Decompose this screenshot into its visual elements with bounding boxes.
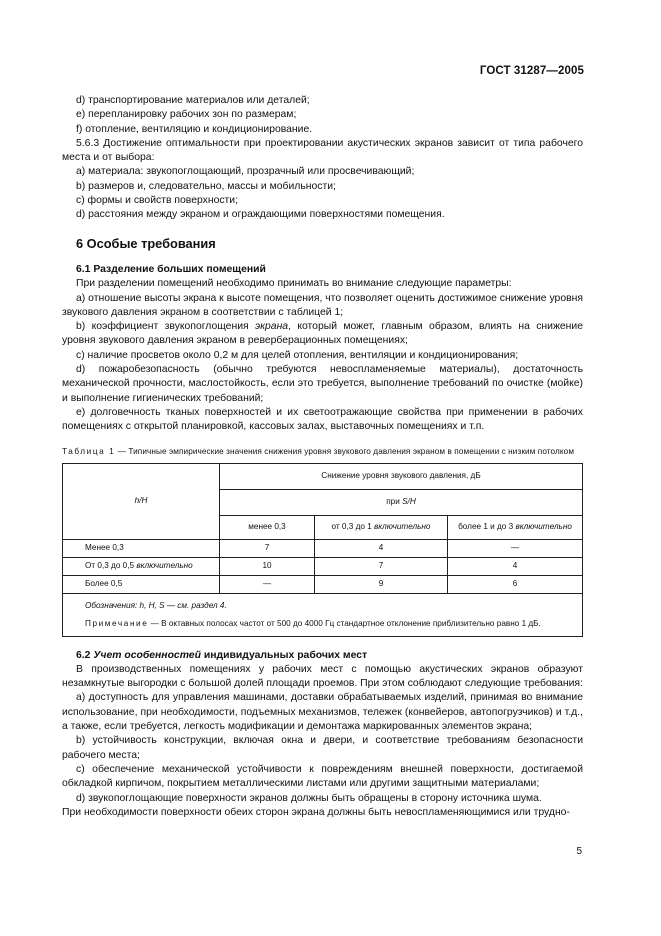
table-notes [63, 593, 583, 636]
emphasis: экрана [255, 321, 289, 333]
table-header-cell: Снижение уровня звукового давления, дБ [220, 463, 583, 489]
table-cell: 7 [220, 539, 315, 557]
document-body [62, 94, 583, 820]
text-fragment: b) коэффициент звукопоглощения [76, 321, 255, 333]
section-6-1-heading: 6.1 Разделение больших помещений [76, 263, 266, 275]
table-cell: 4 [315, 539, 448, 557]
list-item: a) отношение высоты экрана к высоте помещения, что позволяет оценить достижимое снижение уровня звукового давления экраном в соответствии с таблицей 1; [62, 292, 583, 318]
clause-5-6-3: 5.6.3 Достижение оптимальности при проектировании акустических экранов зависит от типа рабочего места и от выбора: [62, 137, 583, 164]
list-item: c) формы и свойств поверхности; [76, 195, 238, 207]
table-cell: 10 [220, 557, 315, 575]
table-cell: От 0,3 до 0,5 включительно [63, 557, 220, 575]
list-item: a) доступность для управления машинами, доставки обрабатываемых изделий, принимая во внимание использование, при необходимости, подъемных механизмов, тележек (конвейеров, автопогрузчиков) и т.д., а также, если требуется, легкость модификации и демонтажа маркированных элементов экрана; [62, 692, 583, 733]
paragraph: При необходимости поверхности обеих сторон экрана должны быть невоспламеняющимися или трудно- [62, 806, 570, 818]
table-caption-label: Таблица 1 [62, 446, 116, 456]
list-item: c) наличие просветов около 0,2 м для целей отопления, вентиляции и кондиционирования; [76, 349, 519, 361]
reduction-table [62, 463, 583, 637]
table-cell: 6 [448, 575, 583, 593]
table-cell: 7 [315, 557, 448, 575]
list-item: f) отопление, вентиляцию и кондиционирование. [76, 123, 313, 135]
text-fragment: , который может, главным образом, влиять на снижение уровня звукового давления экраном в реверберационных помещениях; [62, 321, 583, 347]
table-header-cell: более 1 и до 3 включительно [448, 515, 583, 539]
table-cell: — [448, 539, 583, 557]
table-header-cell: менее 0,3 [220, 515, 315, 539]
table-cell: 9 [315, 575, 448, 593]
paragraph: В производственных помещениях у рабочих мест с помощью акустических экранов образуют незамкнутые выгородки с большой долей площади проемов. При этом соблюдают следующие требования: [62, 663, 583, 690]
standard-number: ГОСТ 31287—2005 [479, 65, 584, 77]
table-row [63, 539, 583, 557]
list-item: e) долговечность тканых поверхностей и их светоотражающие свойства при применении в рабочих помещениях с открытой планировкой, кассовых залах, выставочных помещениях и т.п. [62, 406, 583, 433]
paragraph: При разделении помещений необходимо принимать во внимание следующие параметры: [76, 278, 512, 290]
list-item: b) устойчивость конструкции, включая окна и двери, и соответствие требованиям безопасности рабочего места; [62, 735, 583, 761]
list-item: d) транспортирование материалов или деталей; [76, 95, 310, 106]
list-item: a) материала: звукопоглощающий, прозрачный или просвечивающий; [76, 166, 415, 178]
list-item: b) размеров и, следовательно, массы и мобильности; [76, 180, 336, 192]
table-designations: Обозначения: h, H, S — см. раздел 4. [85, 600, 227, 610]
table-note: Примечание — В октавных полосах частот от 500 до 4000 Гц стандартное отклонение приблизительно равно 1 дБ. [85, 618, 541, 628]
list-item: d) пожаробезопасность (обычно требуются невоспламеняемые материалы), достаточность механической прочности, маслостойкость, если это требуется, выполнение требований по очистке (мойке) и выполнение гигиенических требований; [62, 364, 583, 404]
table-row [63, 557, 583, 575]
table-cell: Более 0,5 [63, 575, 220, 593]
table-row [63, 575, 583, 593]
table-caption [62, 446, 583, 457]
section-6-heading: 6 Особые требования [76, 235, 216, 251]
table-header-cell: при S/H [220, 489, 583, 515]
list-item [62, 320, 583, 349]
table-header-cell: от 0,3 до 1 включительно [315, 515, 448, 539]
list-item: c) обеспечение механической устойчивости к повреждениям внешней поверхности, достигаемой обкладкой кирпичом, покрытием металлическими листами или другими защитными материалами; [62, 763, 583, 790]
list-item: d) звукопоглощающие поверхности экранов должны быть обращены в сторону источника шума. [76, 792, 542, 804]
list-item: d) расстояния между экраном и ограждающими поверхностями помещения. [76, 209, 445, 221]
page-number: 5 [576, 846, 582, 857]
table-cell: 4 [448, 557, 583, 575]
section-6-2-heading: 6.2 Учет особенностей индивидуальных рабочих мест [76, 649, 368, 661]
list-item: e) перепланировку рабочих зон по размерам; [76, 109, 297, 121]
table-cell: Менее 0,3 [63, 539, 220, 557]
table-caption-text: — Типичные эмпирические значения снижения уровня звукового давления экраном в помещении с низким потолком [115, 446, 575, 456]
table-cell: — [220, 575, 315, 593]
table-header-cell: h/H [63, 463, 220, 539]
